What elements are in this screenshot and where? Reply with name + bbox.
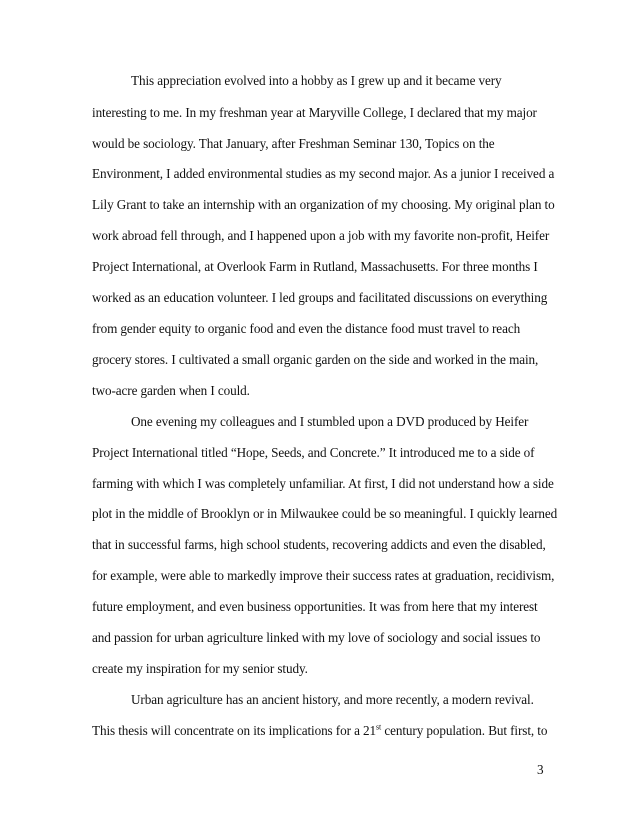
line-text: This thesis will concentrate on its implications for a 21 [92,723,377,738]
line-text: century population. But first, to [381,723,548,738]
paragraph-line: grocery stores. I cultivated a small organic garden on the side and worked in the main, [92,352,539,367]
paragraph-line: plot in the middle of Brooklyn or in Milwaukee could be so meaningful. I quickly learned [92,506,558,521]
paragraph-line: Project International, at Overlook Farm in Rutland, Massachusetts. For three months I [92,259,538,274]
paragraph-line: Environment, I added environmental studies as my second major. As a junior I received a [92,166,555,181]
paragraph-line: from gender equity to organic food and even the distance food must travel to reach [92,321,521,336]
paragraph-line [92,723,547,739]
paragraph-line: interesting to me. In my freshman year at Maryville College, I declared that my major [92,105,537,120]
paragraph-line: and passion for urban agriculture linked with my love of sociology and social issues to [92,630,541,645]
paragraph-line: One evening my colleagues and I stumbled upon a DVD produced by Heifer [131,414,529,429]
paragraph-line: Project International titled “Hope, Seeds, and Concrete.” It introduced me to a side of [92,445,535,460]
ordinal-superscript: st [376,722,382,732]
paragraph-line: that in successful farms, high school students, recovering addicts and even the disabled, [92,537,546,552]
paragraph-line: for example, were able to markedly improve their success rates at graduation, recidivism, [92,568,555,583]
paragraph-line: This appreciation evolved into a hobby as I grew up and it became very [131,73,502,88]
paragraph-line: create my inspiration for my senior study. [92,661,308,676]
paragraph-line: two-acre garden when I could. [92,383,250,398]
paragraph-line: worked as an education volunteer. I led groups and facilitated discussions on everything [92,290,548,305]
paragraph-line: farming with which I was completely unfamiliar. At first, I did not understand how a side [92,476,554,491]
paragraph-line: work abroad fell through, and I happened upon a job with my favorite non-profit, Heifer [92,228,550,243]
page-number: 3 [537,762,544,777]
paragraph-line: Lily Grant to take an internship with an organization of my choosing. My original plan to [92,197,555,212]
paragraph-line: future employment, and even business opportunities. It was from here that my interest [92,599,538,614]
paragraph-line: Urban agriculture has an ancient history, and more recently, a modern revival. [131,692,534,707]
paragraph-line: would be sociology. That January, after Freshman Seminar 130, Topics on the [92,136,495,151]
